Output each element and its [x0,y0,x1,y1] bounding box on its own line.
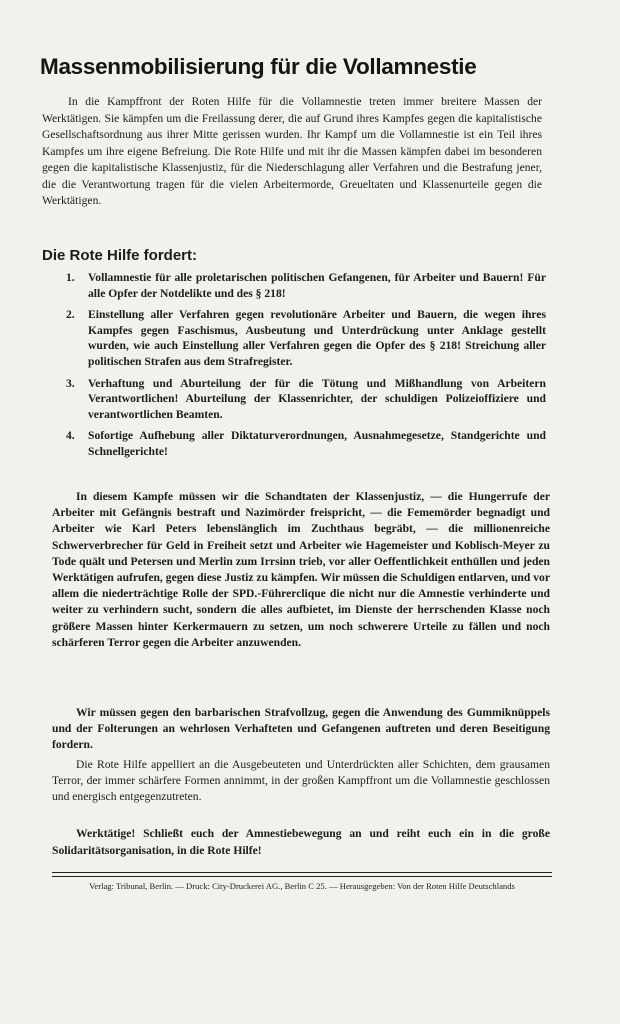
body-paragraph-appeal: Die Rote Hilfe appelliert an die Ausgebeuteten und Unterdrückten aller Schichten, dem grausamen Terror, der immer schärfere Formen annimmt, in der großen Kampffront um die Vollamnestie geschlossen und energisch entgegenzutreten. [52,758,550,803]
demand-item [66,376,546,423]
body-paragraph-prison: Wir müssen gegen den barbarischen Strafvollzug, gegen die Anwendung des Gummiknüppels und der Folterungen an wehrlosen Verhafteten und Gefangenen auftreten und deren Beseitigung fordern. [52,706,550,751]
demand-text: Vollamnestie für alle proletarischen politischen Gefangenen, für Arbeiter und Bauern! Für alle Opfer der Notdelikte und des § 218! [88,271,546,300]
demand-text: Sofortige Aufhebung aller Diktaturverordnungen, Ausnahmegesetze, Standgerichte und Schnellgerichte! [88,429,546,458]
intro-paragraph: In die Kampffront der Roten Hilfe für die Vollamnestie treten immer breitere Massen der Werktätigen. Sie kämpfen um die Freilassung derer, die auf Grund ihres Kampfes gegen die kapitalistische Gesellschaftsordnung aus ihrer Mitte gerissen wurden. Ihr Kampf um die Vollamnestie ist ein Teil ihres Kampfes um ihre eigene Befreiung. Die Rote Hilfe und mit ihr die Massen kämpfen dabei im besonderen gegen die kapitalistische Klassenjustiz, für die Niederschlagung aller Verfahren und die Bestrafung jener, die die Verantwortung tragen für die vielen Arbeitermorde, Greueltaten und Klassenurteile gegen die Werktätigen. [42,95,542,207]
demand-text: Einstellung aller Verfahren gegen revolutionäre Arbeiter und Bauern, die wegen ihres Kampfes gegen Faschismus, Ausbeutung und Unterdrückung unter Anklage gestellt wurden, wie auch Einstellung aller Verfahren gegen die Opfer des § 218! Streichung aller politischen Strafen aus dem Strafregister. [88,308,546,368]
demand-text: Verhaftung und Aburteilung der für die Tötung und Mißhandlung von Arbeitern Verantwortlichen! Aburteilung der Klassenrichter, der schuldigen Polizeioffiziere und verantwortlichen Beamten. [88,376,546,421]
footer-divider [52,872,552,873]
demand-item [66,270,546,301]
demand-number: 1. [66,271,75,284]
demand-number: 4. [66,429,75,443]
demand-item [66,428,546,459]
closing-call-to-action: Werktätige! Schließt euch der Amnestiebewegung an und reiht euch ein in die große Solidaritätsorganisation, in die Rote Hilfe! [52,827,550,857]
page-title: Massenmobilisierung für die Vollamnestie [40,54,477,79]
demand-number: 2. [66,308,75,322]
demands-list [66,270,546,466]
publisher-imprint: Verlag: Tribunal, Berlin. — Druck: City-Druckerei AG., Berlin C 25. — Herausgegeben: Von der Roten Hilfe Deutschlands [89,881,515,891]
footer-divider-thin [52,876,552,877]
demand-number: 3. [66,376,75,390]
demand-item [66,307,546,369]
demands-heading: Die Rote Hilfe fordert: [42,247,198,264]
body-paragraph-justice: In diesem Kampfe müssen wir die Schandtaten der Klassenjustiz, — die Hungerrufe der Arbeiter mit Gefängnis bestraft und Nazimörder freispricht, — die Fememörder begnadigt und Arbeiter wie Karl Peters lebenslänglich im Zuchthaus begräbt, — die millionenreiche Schwerverbrecher für Geld in Freiheit setzt und Arbeiter wie Hagemeister und Koblisch-Meyer zu Tode quält und Petersen und Merlin zum Irrsinn trieb, vor aller Oeffentlichkeit enthüllen und jeden Werktätigen aufrufen, gegen diese Justiz zu kämpfen. Wir müssen die Schuldigen entlarven, und vor allem die niederträchtige Rolle der SPD.-Führerclique die nicht nur die Amnestie verhinderte und weiter zu verhindern sucht, sondern die alles aufbietet, im Dienste der herrschenden Klasse noch größere Massen hinter Kerkermauern zu setzen, um noch schwerere Urteile zu fällen und noch schärferen Terror gegen die Arbeiter anzuwenden. [52,490,550,649]
